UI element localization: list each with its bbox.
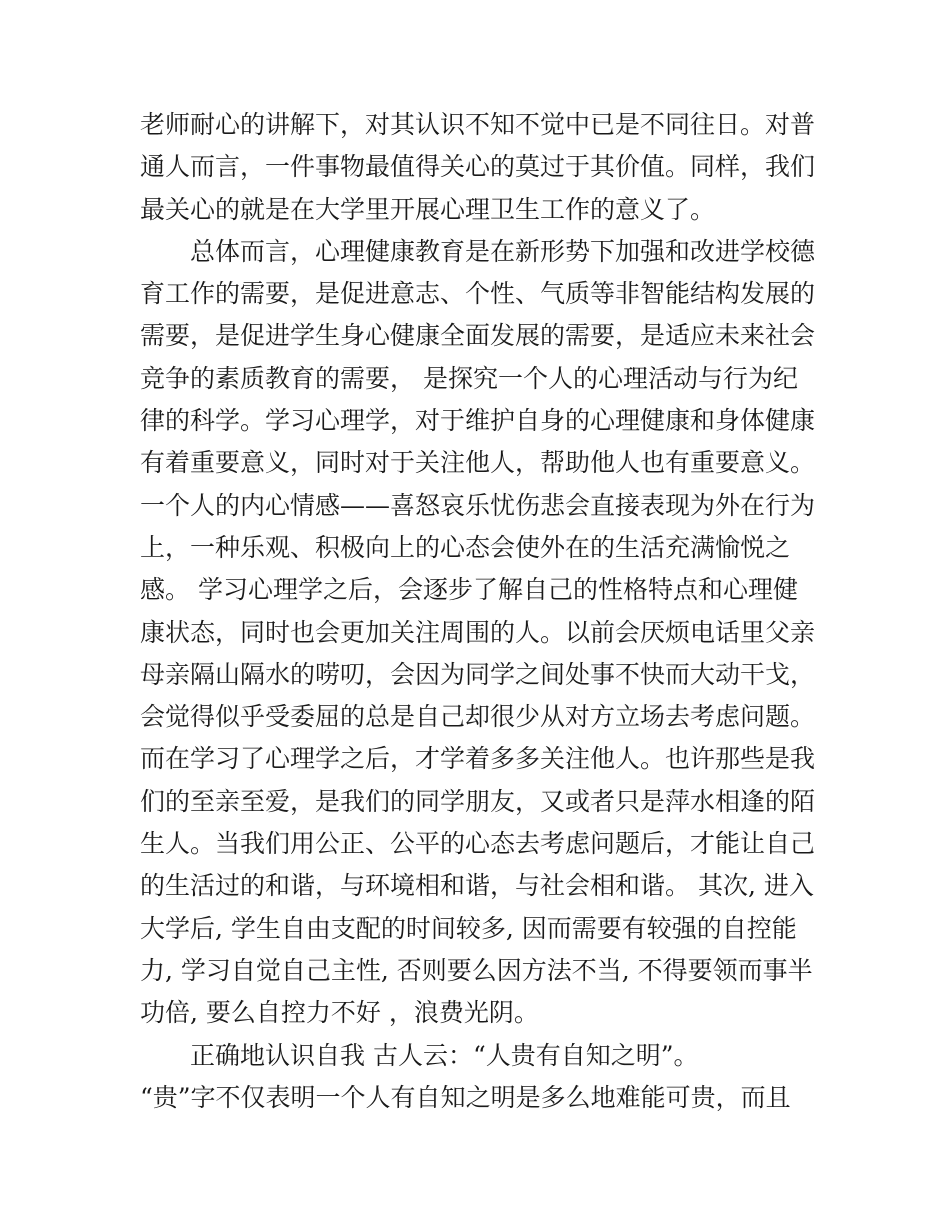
text-line: 母亲隔山隔水的唠叨，会因为同学之间处事不快而大动干戈， bbox=[140, 659, 816, 689]
text-line: 老师耐心的讲解下，对其认识不知不觉中已是不同往日。对普 bbox=[140, 110, 816, 139]
text-line: 需要，是促进学生身心健康全面发展的需要，是适应未来社会 bbox=[140, 321, 816, 351]
text-line: 最关心的就是在大学里开展心理卫生工作的意义了。 bbox=[140, 194, 716, 224]
text-line: 通人而言，一件事物最值得关心的莫过于其价值。同样，我们 bbox=[140, 152, 816, 182]
text-line: 功倍, 要么自控力不好 ，浪费光阴。 bbox=[140, 998, 539, 1028]
text-line: 会觉得似乎受委屈的总是自己却很少从对方立场去考虑问题。 bbox=[140, 702, 816, 732]
text-line: 而在学习了心理学之后，才学着多多关注他人。也许那些是我 bbox=[140, 744, 816, 774]
text-line: 育工作的需要，是促进意志、个性、气质等非智能结构发展的 bbox=[140, 279, 816, 309]
text-line: 有着重要意义，同时对于关注他人，帮助他人也有重要意义。 bbox=[140, 448, 816, 478]
text-line: 的生活过的和谐，与环境相和谐，与社会相和谐。 其次, 进入 bbox=[140, 871, 814, 901]
text-line: 正确地认识自我 古人云：“人贵有自知之明”。 bbox=[190, 1040, 699, 1070]
text-line: 总体而言，心理健康教育是在新形势下加强和改进学校德 bbox=[190, 236, 816, 266]
body-text bbox=[140, 104, 820, 1119]
text-line: 康状态，同时也会更加关注周围的人。以前会厌烦电话里父亲 bbox=[140, 617, 816, 647]
text-line: 感。 学习心理学之后，会逐步了解自己的性格特点和心理健 bbox=[140, 575, 798, 605]
text-line: 律的科学。学习心理学，对于维护自身的心理健康和身体健康 bbox=[140, 406, 816, 436]
text-line: 竞争的素质教育的需要， 是探究一个人的心理活动与行为纪 bbox=[140, 363, 798, 393]
text-line: “贵”字不仅表明一个人有自知之明是多么地难能可贵，而且 bbox=[140, 1082, 791, 1112]
text-line: 们的至亲至爱，是我们的同学朋友，又或者只是萍水相逢的陌 bbox=[140, 786, 816, 816]
text-line: 上，一种乐观、积极向上的心态会使外在的生活充满愉悦之 bbox=[140, 532, 791, 562]
text-line: 力, 学习自觉自己主性, 否则要么因方法不当, 不得要领而事半 bbox=[140, 955, 813, 985]
text-line: 大学后, 学生自由支配的时间较多, 因而需要有较强的自控能 bbox=[140, 913, 797, 943]
text-line: 一个人的内心情感——喜怒哀乐忧伤悲会直接表现为外在行为 bbox=[140, 490, 816, 520]
text-line: 生人。当我们用公正、公平的心态去考虑问题后，才能让自己 bbox=[140, 829, 816, 859]
